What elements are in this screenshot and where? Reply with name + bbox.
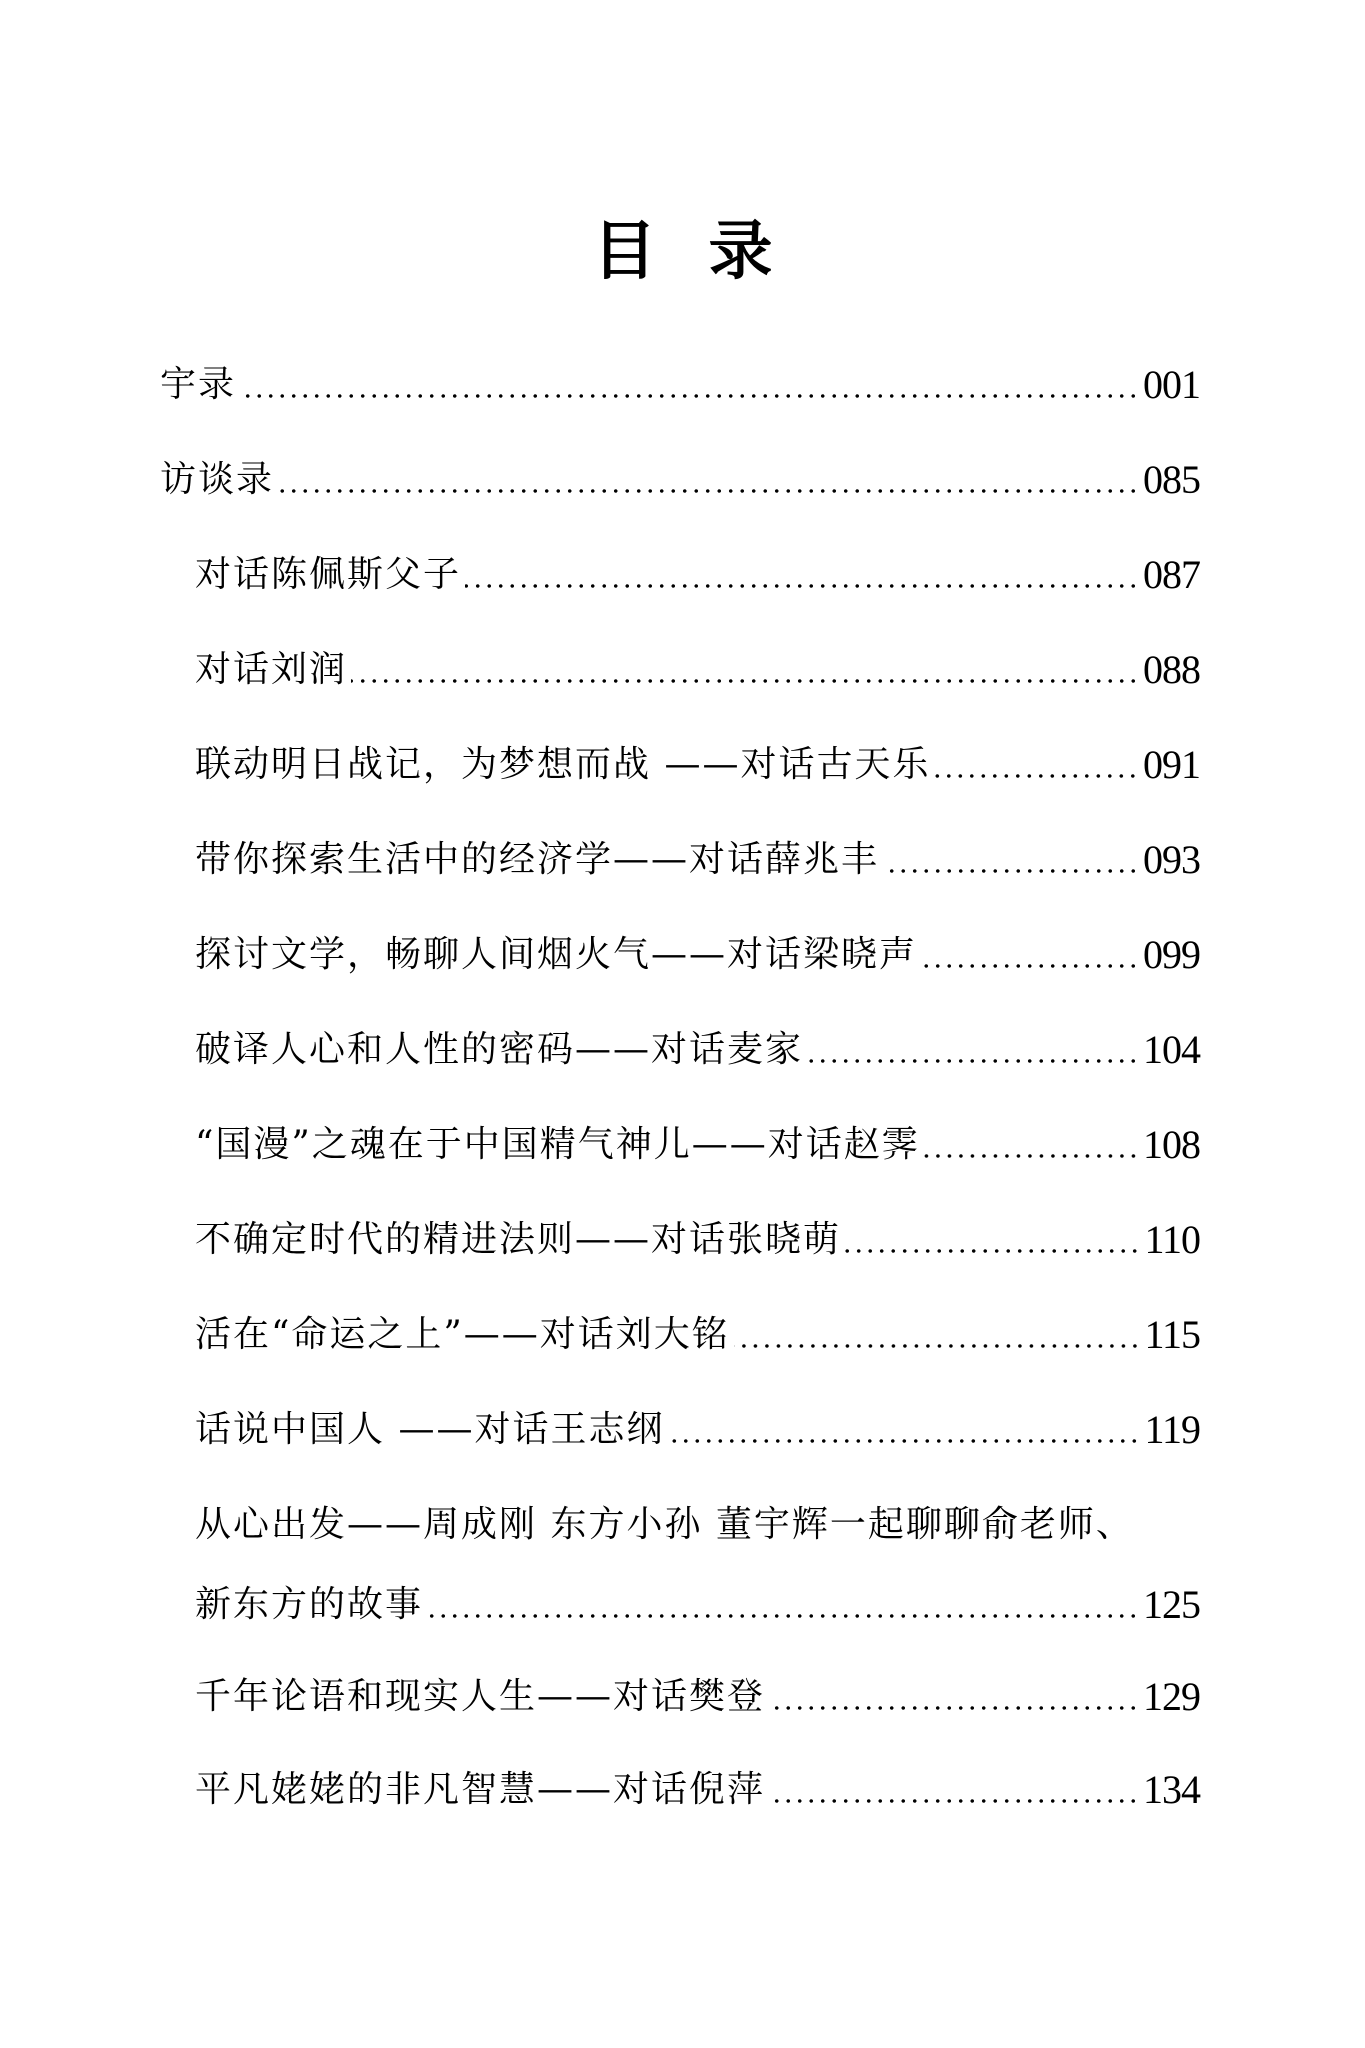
toc-entry-page: 110 (1144, 1217, 1200, 1262)
dot-leader (240, 394, 1139, 398)
toc-entry[interactable] (195, 739, 1200, 791)
toc-entry[interactable] (195, 1024, 1200, 1076)
dot-leader (883, 869, 1139, 873)
toc-entry-page: 129 (1143, 1674, 1200, 1719)
toc-entry-page: 001 (1143, 362, 1200, 407)
dot-leader (427, 1614, 1139, 1618)
page-title (0, 212, 1365, 292)
toc-entry[interactable] (195, 929, 1200, 981)
toc-entry[interactable] (195, 1214, 1200, 1266)
toc-entry-label: 联动明日战记，为梦想而战 ——对话古天乐 (195, 744, 931, 785)
toc-entry-label: 新东方的故事 (195, 1584, 424, 1625)
toc-entry-page: 091 (1143, 742, 1200, 787)
toc-entry-label: 对话刘润 (195, 649, 348, 690)
toc-entry-page: 085 (1143, 457, 1200, 502)
toc-entry-page: 093 (1143, 837, 1200, 882)
dot-leader (845, 1249, 1140, 1253)
toc-entry-page: 108 (1143, 1122, 1200, 1167)
toc-entry-label: 活在“命运之上”——对话刘大铭 (195, 1314, 730, 1355)
toc-entry-label: 不确定时代的精进法则——对话张晓萌 (195, 1219, 842, 1260)
toc-entry-page: 115 (1144, 1312, 1200, 1357)
toc-entry-label: 话说中国人 ——对话王志纲 (195, 1409, 665, 1450)
dot-leader (924, 1154, 1139, 1158)
dot-leader (769, 1706, 1139, 1710)
dot-leader (734, 1344, 1141, 1348)
toc-entry-page: 088 (1143, 647, 1200, 692)
toc-entry-page: 119 (1144, 1407, 1200, 1452)
toc-entry-page: 087 (1143, 552, 1200, 597)
toc-entry-first-line[interactable]: 从心出发——周成刚 东方小孙 董宇辉一起聊聊俞老师、 (195, 1504, 1134, 1545)
toc-entry-label: 探讨文学，畅聊人间烟火气——对话梁晓声 (195, 934, 918, 975)
toc-entry[interactable] (195, 1671, 1200, 1723)
dot-leader (921, 964, 1139, 968)
toc-entry[interactable] (160, 454, 1200, 506)
dot-leader (278, 489, 1139, 493)
toc-entry-label: “国漫”之魂在于中国精气神儿——对话赵霁 (195, 1124, 920, 1165)
title-char-2: 录 (708, 214, 773, 289)
toc-entry-page: 134 (1143, 1767, 1200, 1812)
toc-entry-page: 125 (1143, 1582, 1200, 1627)
toc-entry[interactable] (195, 1764, 1200, 1816)
toc-entry[interactable] (195, 549, 1200, 601)
toc-entry[interactable] (195, 1309, 1200, 1361)
toc-entry[interactable] (160, 359, 1200, 411)
toc-entry[interactable] (195, 1119, 1200, 1171)
toc-entry-label: 千年论语和现实人生——对话樊登 (195, 1676, 766, 1717)
toc-entry[interactable] (195, 1404, 1200, 1456)
toc-entry-label: 访谈录 (160, 459, 275, 500)
dot-leader (351, 679, 1139, 683)
dot-leader (769, 1799, 1139, 1803)
toc-entry-label: 宇录 (160, 364, 237, 405)
title-char-1: 目 (592, 214, 657, 289)
dot-leader (668, 1439, 1140, 1443)
dot-leader (807, 1059, 1139, 1063)
toc-entry-label: 平凡姥姥的非凡智慧——对话倪萍 (195, 1769, 766, 1810)
toc-entry-label: 对话陈佩斯父子 (195, 554, 462, 595)
toc-entry-page: 099 (1143, 932, 1200, 977)
dot-leader (465, 584, 1139, 588)
toc-entry[interactable] (195, 1579, 1200, 1631)
toc-entry-label: 带你探索生活中的经济学——对话薛兆丰 (195, 839, 880, 880)
toc-entry[interactable] (195, 834, 1200, 886)
toc-entry[interactable] (195, 644, 1200, 696)
dot-leader (934, 774, 1139, 778)
toc-entry-page: 104 (1143, 1027, 1200, 1072)
toc-entry-label: 破译人心和人性的密码——对话麦家 (195, 1029, 804, 1070)
